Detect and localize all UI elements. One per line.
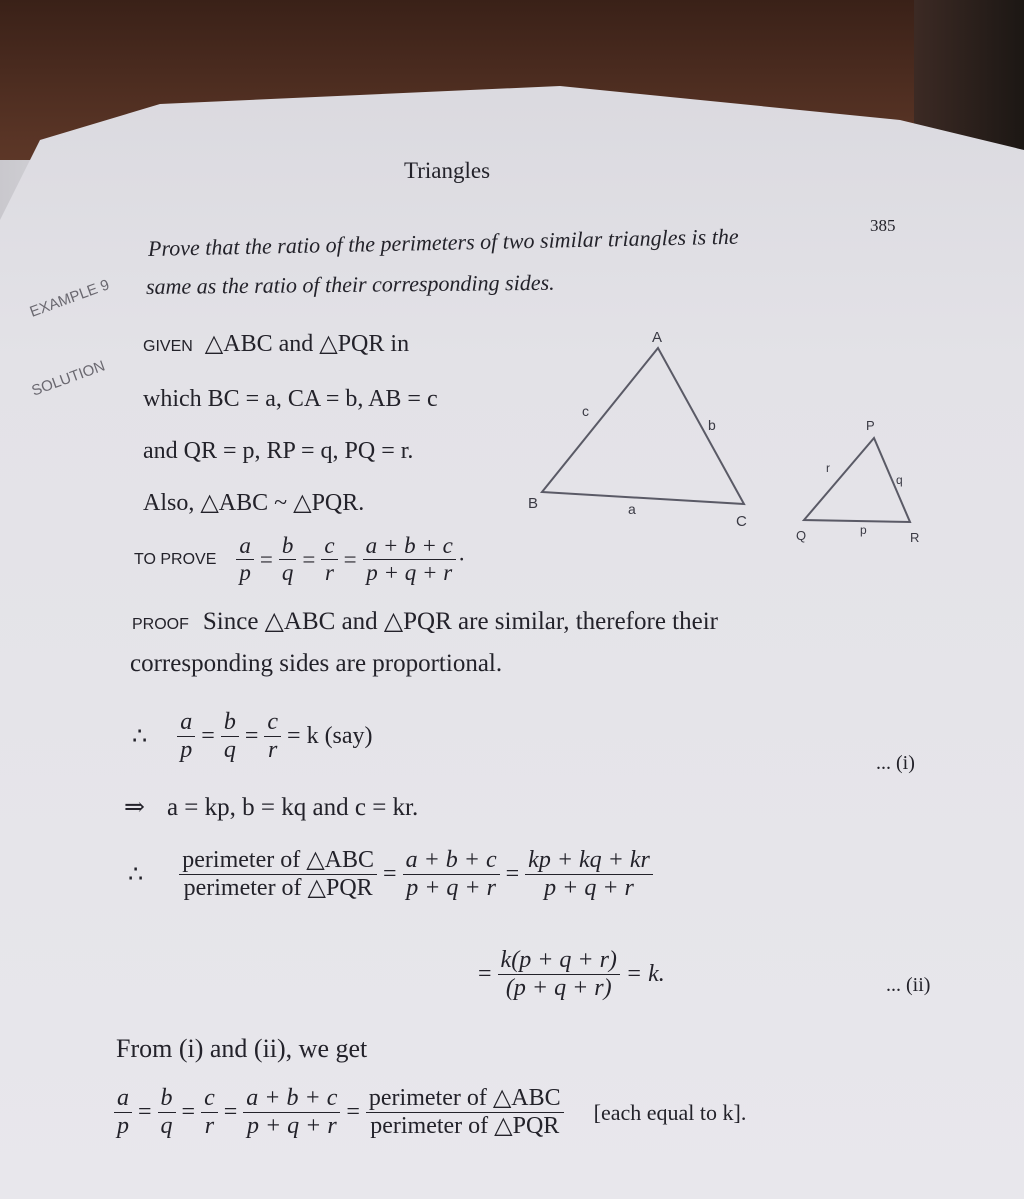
side-r-label: r: [826, 461, 830, 475]
example-statement-line2: same as the ratio of their corresponding sides.: [145, 269, 555, 299]
side-q-label: q: [896, 473, 903, 487]
frac-den: q: [223, 737, 236, 764]
vertex-q-label: Q: [796, 528, 807, 543]
therefore-symbol: ∴: [128, 862, 144, 889]
side-a-label: a: [628, 501, 636, 517]
frac-num: a + b + c: [243, 1086, 340, 1113]
side-p-label: p: [860, 523, 867, 537]
given-line1: △ABC and △PQR in: [204, 331, 410, 357]
proof-label: PROOF: [132, 616, 189, 633]
equation-ii: = $\frac{k(p + q + r)}{(p + q + r)}$ = k.: [478, 947, 665, 1002]
frac-den: q: [160, 1113, 173, 1140]
frac-den: p + q + r: [544, 875, 634, 902]
frac-den: r: [268, 737, 278, 764]
frac-den: p: [239, 560, 251, 586]
frac-num: c: [201, 1086, 218, 1113]
frac-num: a + b + c: [363, 534, 456, 560]
example-label: EXAMPLE 9: [27, 276, 112, 321]
equation-perimeter: ∴ $\frac{\text{perimeter of △ABC}}{\text{perimeter of △PQR}}$ = $\frac{a + b + c}{p + q + r}$ = $\frac{kp + kq + kr}{p + q + r}$: [128, 848, 655, 901]
implies-symbol: ⇒: [124, 794, 145, 821]
triangle-figures: [520, 320, 940, 550]
triangle-pqr: [804, 438, 910, 522]
frac-num: perimeter of △ABC: [366, 1086, 564, 1113]
given-label: GIVEN: [143, 338, 193, 355]
chapter-title: Triangles: [404, 158, 491, 183]
frac-den: (p + q + r): [505, 975, 612, 1002]
vertex-a-label: A: [652, 329, 663, 346]
from-line: From (i) and (ii), we get: [116, 1034, 368, 1063]
vertex-b-label: B: [528, 495, 539, 512]
frac-den: p: [117, 1113, 129, 1140]
page-number: 385: [870, 216, 896, 235]
side-c-label: c: [582, 403, 589, 419]
frac-num: c: [264, 710, 281, 737]
given-line4: Also, △ABC ~ △PQR.: [143, 490, 365, 516]
ref-i: ... (i): [876, 752, 915, 774]
frac-den: p + q + r: [406, 875, 496, 902]
frac-num: a: [236, 534, 254, 560]
solution-label: SOLUTION: [29, 357, 108, 400]
proof-line1: [132, 606, 718, 636]
frac-den: p + q + r: [366, 560, 453, 586]
final-equation: $\frac{a}{p}$ = $\frac{b}{q}$ = $\frac{c}{r}$ = $\frac{a + b + c}{p + q + r}$ = $\frac{\text{perimeter of △ABC}}{\text{perimeter of △PQR}}$ [each equal to k].: [112, 1086, 746, 1139]
given-line3: and QR = p, RP = q, PQ = r.: [143, 438, 414, 464]
frac-den: perimeter of △PQR: [183, 875, 373, 902]
equation-step2: [124, 792, 418, 822]
example-statement-line1: Prove that the ratio of the perimeters of two similar triangles is the: [147, 223, 739, 261]
frac-den: q: [281, 560, 294, 586]
vertex-c-label: C: [736, 513, 747, 530]
frac-den: r: [324, 560, 334, 586]
frac-den: p: [180, 737, 193, 764]
frac-num: perimeter of △ABC: [179, 848, 377, 875]
to-prove-label: TO PROVE: [134, 550, 217, 568]
frac-num: b: [158, 1086, 176, 1113]
side-b-label: b: [708, 417, 716, 433]
given-line2: which BC = a, CA = b, AB = c: [143, 386, 438, 412]
frac-num: b: [279, 534, 297, 560]
to-prove-row: TO PROVE $\frac{a}{p}$ = $\frac{b}{q}$ = $\frac{c}{r}$ = $\frac{a + b + c}{p + q + r}$ ·: [134, 533, 466, 586]
frac-num: kp + kq + kr: [525, 848, 653, 875]
frac-num: a: [114, 1086, 132, 1113]
proof-text: Since △ABC and △PQR are similar, therefore their: [202, 608, 718, 635]
frac-den: perimeter of △PQR: [370, 1113, 560, 1140]
frac-num: c: [321, 534, 337, 560]
frac-num: k(p + q + r): [498, 948, 620, 975]
frac-den: r: [204, 1113, 215, 1140]
vertex-r-label: R: [910, 530, 920, 545]
ref-ii: ... (ii): [886, 974, 931, 996]
say-text: = k (say): [287, 723, 373, 750]
equation-i: ∴ $\frac{a}{p}$ = $\frac{b}{q}$ = $\frac{c}{r}$ = k (say): [132, 709, 373, 764]
equals-k: = k.: [625, 961, 665, 988]
frac-num: a: [177, 710, 195, 737]
frac-num: a + b + c: [403, 848, 500, 875]
given-block: [143, 318, 438, 529]
proof-line2: corresponding sides are proportional.: [130, 650, 503, 677]
vertex-p-label: P: [866, 418, 875, 433]
each-equal-note: [each equal to k].: [593, 1099, 747, 1125]
frac-den: p + q + r: [246, 1113, 337, 1140]
frac-num: b: [221, 710, 239, 737]
step2-text: a = kp, b = kq and c = kr.: [166, 794, 419, 821]
therefore-symbol: ∴: [132, 724, 148, 751]
